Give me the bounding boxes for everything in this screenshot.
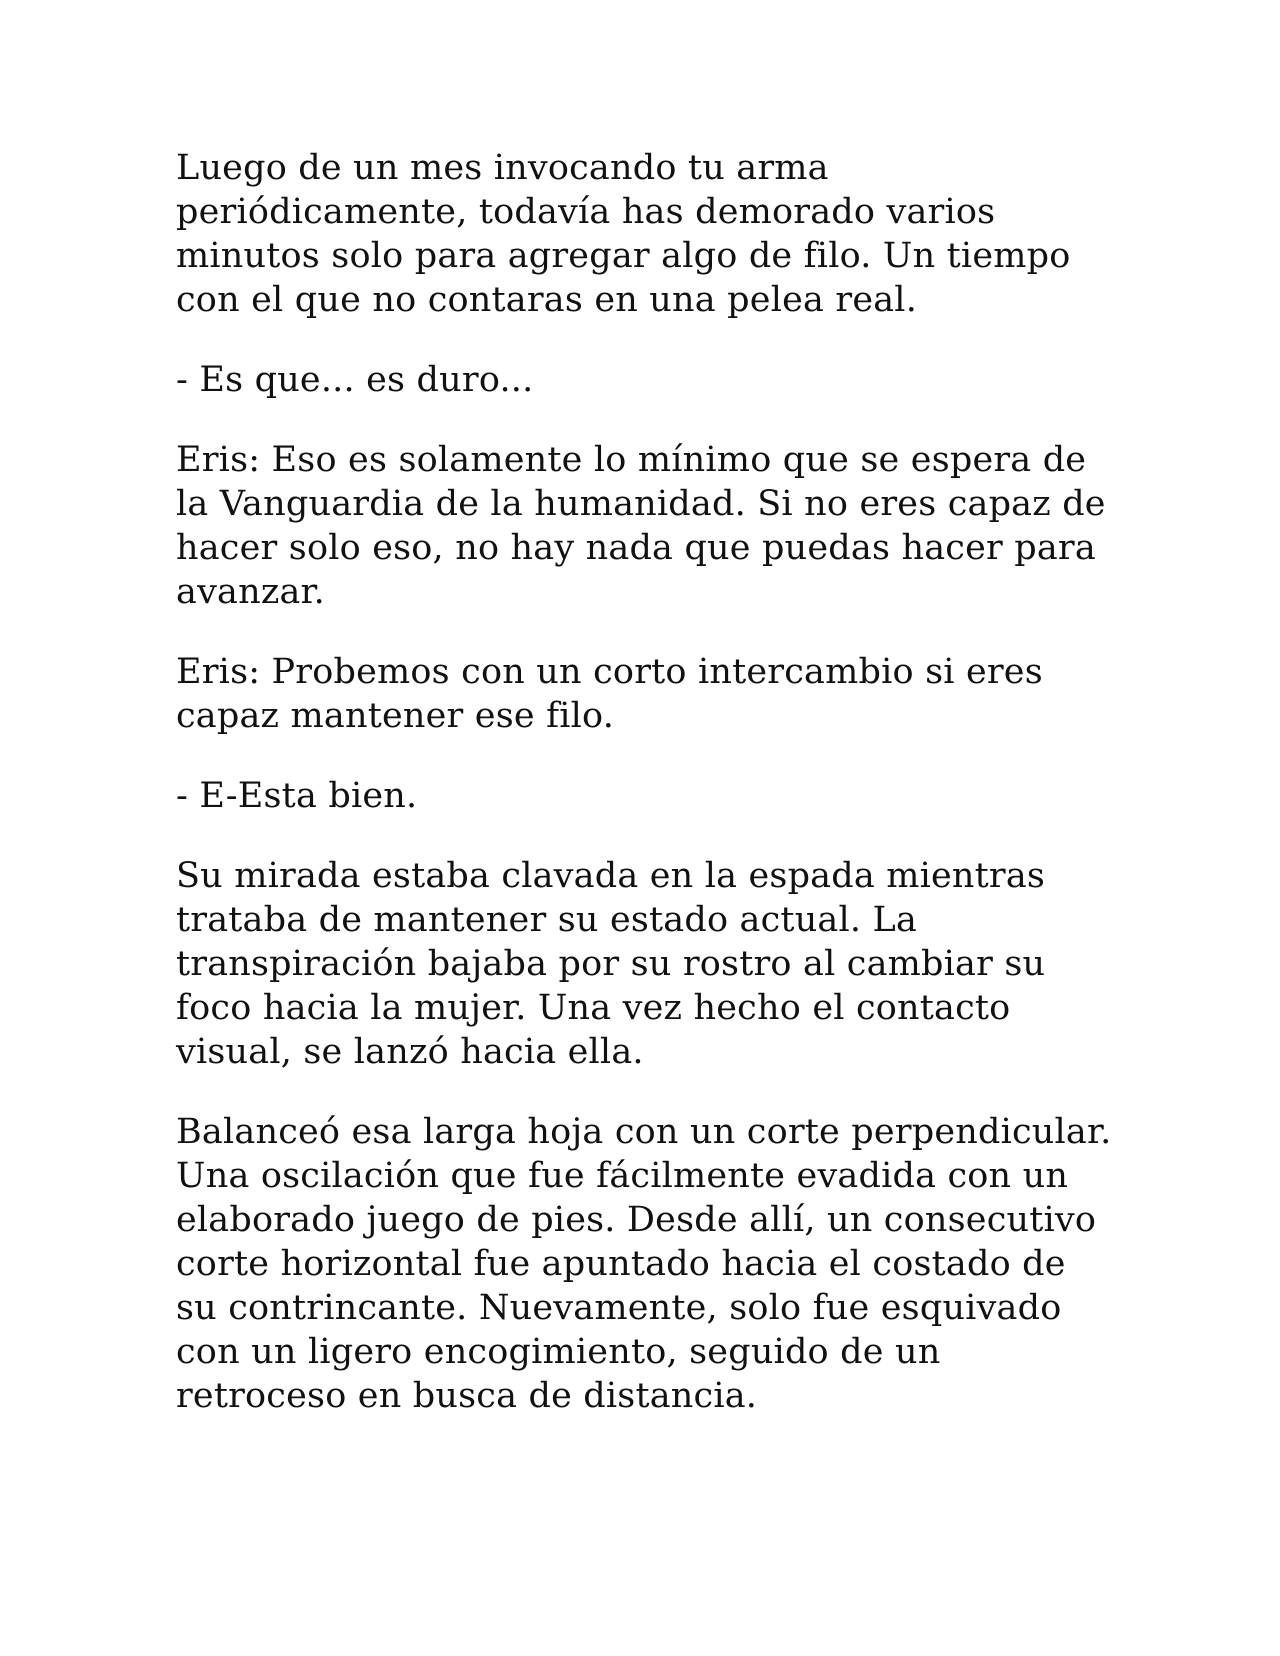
- paragraph-narration-1: Luego de un mes invocando tu arma periódicamente, todavía has demorado varios minutos solo para agregar algo de filo. Un tiempo con el que no contaras en una pelea real.: [176, 148, 1071, 320]
- paragraph-dialogue-eris-2: Eris: Probemos con un corto intercambio si eres capaz mantener ese filo.: [176, 652, 1043, 736]
- paragraph-narration-2: Su mirada estaba clavada en la espada mientras trataba de mantener su estado actual. La transpiración bajaba por su rostro al cambiar su foco hacia la mujer. Una vez hecho el contacto visual, se lanzó hacia ella.: [176, 856, 1046, 1072]
- paragraph-dialogue-1: - Es que... es duro...: [176, 360, 534, 400]
- paragraph-dialogue-eris-1: Eris: Eso es solamente lo mínimo que se espera de la Vanguardia de la humanidad. Si no eres capaz de hacer solo eso, no hay nada que puedas hacer para avanzar.: [176, 440, 1106, 612]
- paragraph-narration-3: Balanceó esa larga hoja con un corte perpendicular. Una oscilación que fue fácilmente evadida con un elaborado juego de pies. Desde allí, un consecutivo corte horizontal fue apuntado hacia el costado de su contrincante. Nuevamente, solo fue esquivado con un ligero encogimiento, seguido de un retroceso en busca de distancia.: [176, 1112, 1112, 1416]
- paragraph-dialogue-2: - E-Esta bien.: [176, 776, 418, 816]
- story-text: [176, 146, 1116, 1454]
